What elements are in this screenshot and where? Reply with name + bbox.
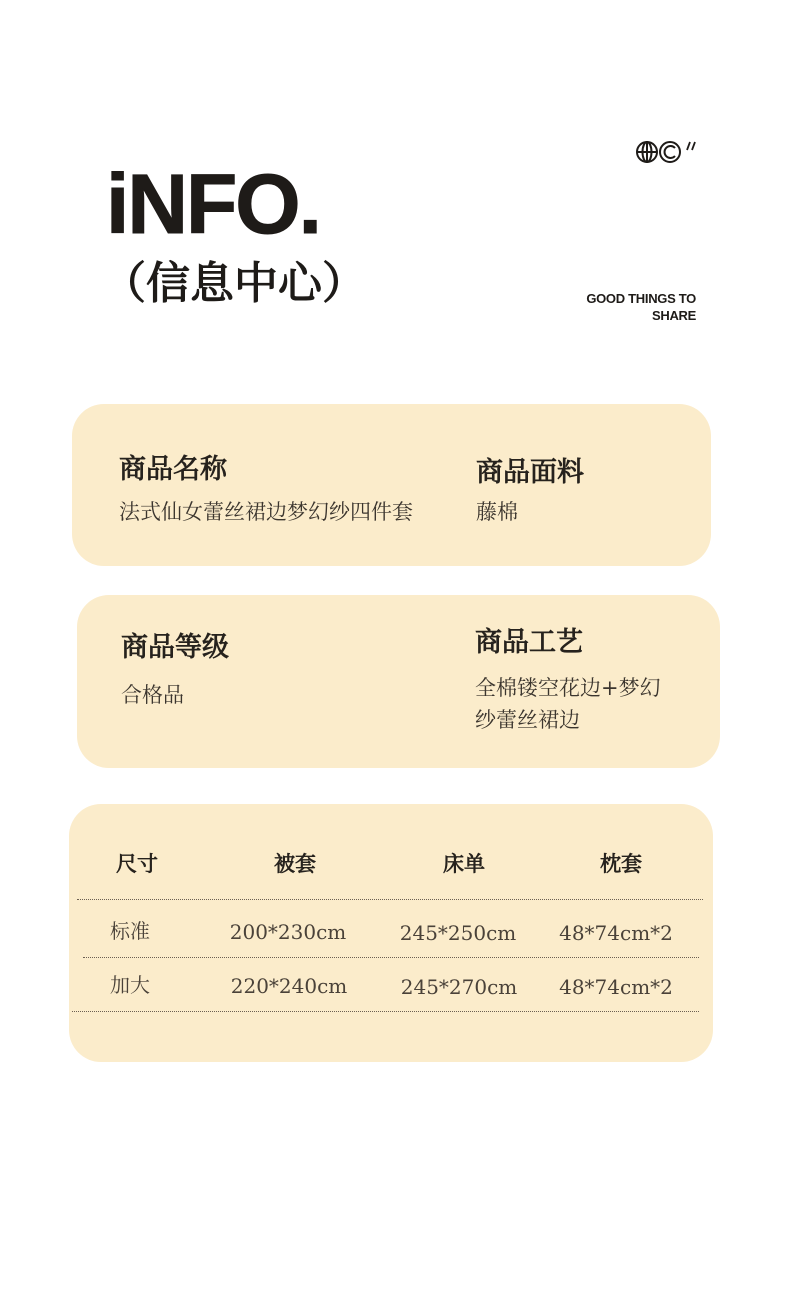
table-cell: 加大 (110, 973, 150, 997)
table-cell: 48*74cm*2 (559, 921, 673, 945)
table-cell: 220*240cm (230, 974, 348, 998)
product-name-value: 法式仙女蕾丝裙边梦幻纱四件套 (119, 500, 413, 524)
divider (83, 957, 699, 958)
craft-label: 商品工艺 (475, 627, 583, 658)
table-header-pillowcase: 枕套 (600, 852, 642, 876)
grade-label: 商品等级 (121, 632, 229, 663)
product-name-label: 商品名称 (119, 454, 227, 485)
grade-value: 合格品 (121, 683, 184, 707)
table-header-sheet: 床单 (443, 852, 485, 876)
tagline (586, 290, 696, 324)
table-cell: 245*270cm (400, 975, 518, 999)
info-card-name-fabric (72, 404, 711, 566)
page-subtitle: （信息中心） (102, 258, 366, 309)
divider (77, 899, 703, 900)
craft-value-line2: 纱蕾丝裙边 (475, 708, 580, 732)
tagline-line2: SHARE (651, 308, 696, 323)
tagline-line1: GOOD THINGS TO (586, 291, 696, 306)
table-cell: 245*250cm (399, 921, 517, 945)
table-cell: 标准 (110, 919, 150, 943)
table-header-duvet: 被套 (274, 852, 316, 876)
divider (72, 1011, 699, 1012)
size-table (69, 804, 713, 1062)
info-card-grade-craft (77, 595, 720, 768)
table-header-size: 尺寸 (116, 852, 158, 876)
fabric-value: 藤棉 (476, 500, 518, 524)
table-cell: 48*74cm*2 (559, 975, 673, 999)
globe-icon (637, 142, 657, 162)
fabric-label: 商品面料 (476, 457, 584, 488)
craft-value-line1: 全棉镂空花边+梦幻 (475, 676, 661, 700)
info-logo: iNFO. (106, 157, 320, 251)
table-cell: 200*230cm (229, 920, 347, 944)
double-prime-icon (687, 142, 695, 150)
corner-icons (634, 138, 700, 166)
copyright-icon (660, 142, 680, 162)
